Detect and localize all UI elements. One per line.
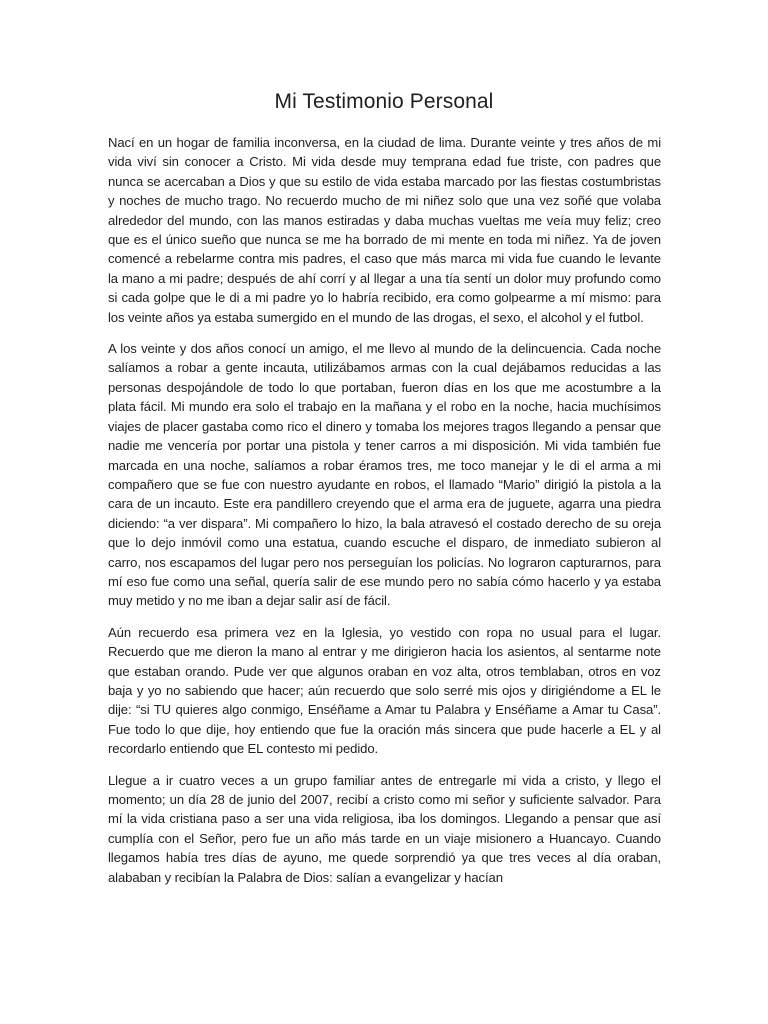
document-body xyxy=(108,133,661,899)
page-title: Mi Testimonio Personal xyxy=(274,90,494,113)
paragraph-4: Llegue a ir cuatro veces a un grupo familiar antes de entregarle mi vida a cristo, y llego el momento; un día 28 de junio del 2007, recibí a cristo como mi señor y suficiente salvador. Para mí la vida cristiana paso a ser una vida religiosa, iba los domingos. Llegando a pensar que así cumplía con el Señor, pero fue un año más tarde en un viaje misionero a Huancayo. Cuando llegamos había tres días de ayuno, me quede sorprendió ya que tres veces al día oraban, alababan y recibían la Palabra de Dios: salían a evangelizar y hacían xyxy=(108,772,661,885)
paragraph-3: Aún recuerdo esa primera vez en la Iglesia, yo vestido con ropa no usual para el lugar. Recuerdo que me dieron la mano al entrar y me dirigieron hacia los asientos, al sentarme note que estaban orando. Pude ver que algunos oraban en voz alta, otros temblaban, otros en voz baja y yo no sabiendo que hacer; aún recuerdo que solo serré mis ojos y dirigiéndome a EL le dije: “si TU quieres algo conmigo, Enséñame a Amar tu Palabra y Enséñame a Amar tu Casa”. Fue todo lo que dije, hoy entiendo que fue la oración más sincera que pude hacerle a EL y al recordarlo entiendo que EL contesto mi pedido. xyxy=(108,624,661,757)
paragraph-1: Nací en un hogar de familia inconversa, en la ciudad de lima. Durante veinte y tres años de mi vida viví sin conocer a Cristo. Mi vida desde muy temprana edad fue triste, con padres que nunca se acercaban a Dios y que su estilo de vida estaba marcado por las fiestas costumbristas y noches de mucho trago. No recuerdo mucho de mi niñez solo que una vez soñé que volaba alrededor del mundo, con las manos estiradas y daba muchas vueltas me veía muy feliz; creo que es el único sueño que nunca se me ha borrado de mi mente en toda mi niñez. Ya de joven comencé a rebelarme contra mis padres, el caso que más marca mi vida fue cuando le levante la mano a mi padre; después de ahí corrí y al llegar a una tía sentí un dolor muy profundo como si cada golpe que le di a mi padre yo lo habría recibido, era como golpearme a mí mismo: para los veinte años ya estaba sumergido en el mundo de las drogas, el sexo, el alcohol y el futbol. xyxy=(108,135,661,325)
paragraph-2: A los veinte y dos años conocí un amigo, el me llevo al mundo de la delincuencia. Cada noche salíamos a robar a gente incauta, utilizábamos armas con la cual dejábamos reducidas a las personas despojándole de todo lo que portaban, fueron días en los que me acostumbre a la plata fácil. Mi mundo era solo el trabajo en la mañana y el robo en la noche, hacia muchísimos viajes de placer gastaba como rico el dinero y tomaba los mejores tragos llegando a pensar que nadie me vencería por portar una pistola y tener carros a mi disposición. Mi vida también fue marcada en una noche, salíamos a robar éramos tres, me toco manejar y le di el arma a mi compañero que se fue con nuestro ayudante en robos, el llamado “Mario” dirigió la pistola a la cara de un incauto. Este era pandillero creyendo que el arma era de juguete, agarra una piedra diciendo: “a ver dispara”. Mi compañero lo hizo, la bala atravesó el costado derecho de su oreja que lo dejo inmóvil como una estatua, cuando escuche el disparo, de inmediato subieron al carro, nos escapamos del lugar pero nos perseguían los policías. No lograron capturarnos, para mí eso fue como una señal, quería salir de ese mundo pero no sabía cómo hacerlo y ya estaba muy metido y no me iban a dejar salir así de fácil. xyxy=(108,341,661,609)
